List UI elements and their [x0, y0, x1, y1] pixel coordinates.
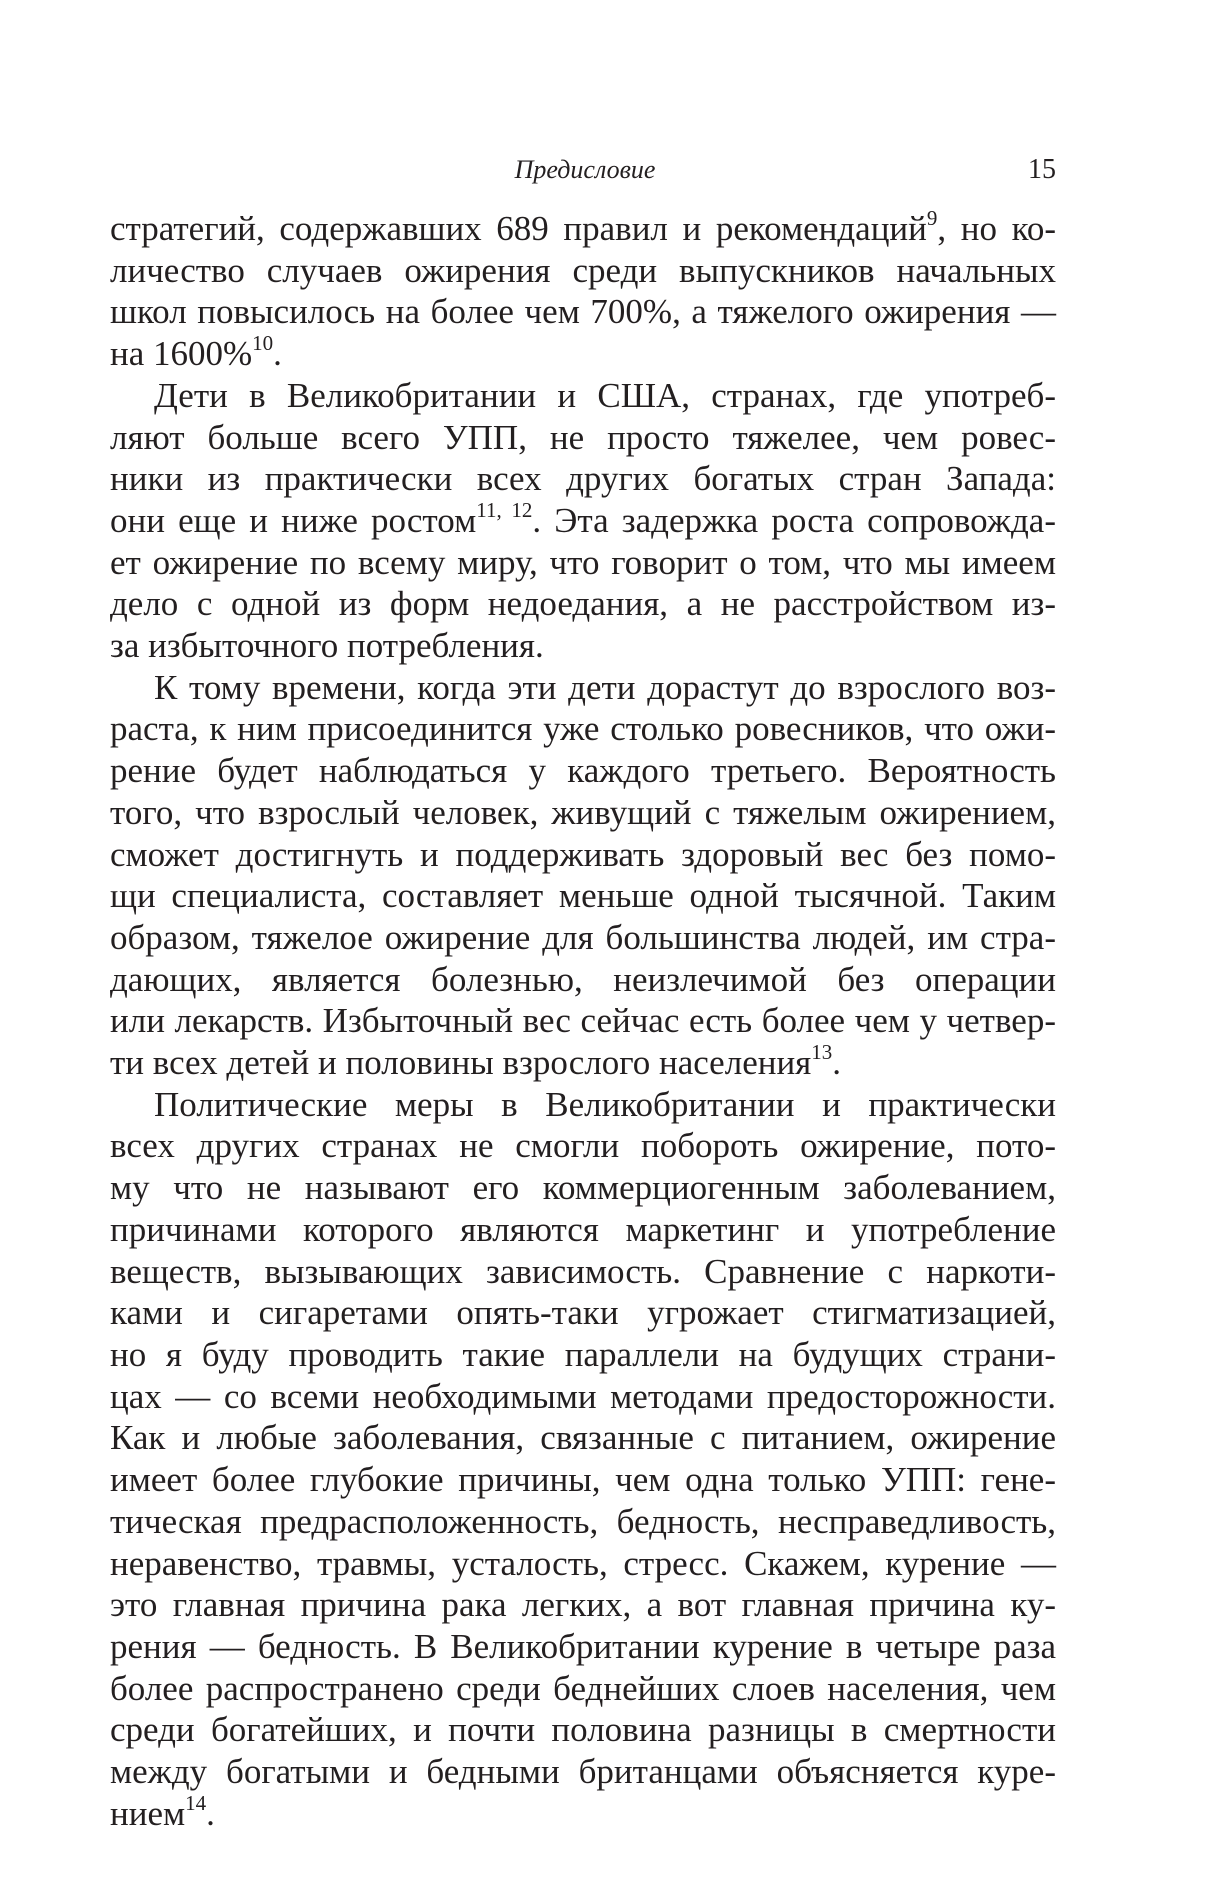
- text-line: [110, 875, 1056, 917]
- line-text: веществ, вызывающих зависимость. Сравнение с наркоти-: [110, 1251, 1056, 1291]
- text-line: [110, 1417, 1056, 1459]
- paragraph: [110, 1084, 1056, 1835]
- text-line: [110, 250, 1056, 292]
- text-line: [110, 458, 1056, 500]
- line-text: Дети в Великобритании и США, странах, где употреб-: [154, 375, 1056, 415]
- line-text: рения — бедность. В Великобритании курение в четыре раза: [110, 1626, 1056, 1666]
- text-line: [110, 1376, 1056, 1418]
- line-text: между богатыми и бедными британцами объясняется куре-: [110, 1752, 1056, 1792]
- text-line: [110, 333, 1056, 375]
- text-line: [110, 750, 1056, 792]
- line-text: тическая предрасположенность, бедность, несправедливость,: [110, 1501, 1056, 1541]
- text-line: [110, 1790, 1056, 1835]
- text-line: [110, 1584, 1056, 1626]
- line-text: личество случаев ожирения среди выпускников начальных: [110, 250, 1056, 290]
- text-line: [110, 583, 1056, 625]
- paragraph: [110, 375, 1056, 667]
- line-text: они еще и ниже ростом: [110, 500, 477, 540]
- text-line: [110, 1292, 1056, 1334]
- page-number: 15: [1028, 154, 1056, 185]
- text-line: [110, 1459, 1056, 1501]
- chapter-title: Предисловие: [514, 155, 656, 184]
- line-text: щи специалиста, составляет меньше одной тысячной. Таким: [110, 876, 1056, 916]
- line-text-tail: .: [273, 334, 282, 374]
- line-text: Как и любые заболевания, связанные с питанием, ожирение: [110, 1418, 1056, 1458]
- footnote-reference[interactable]: 10: [252, 331, 274, 356]
- line-text: дело с одной из форм недоедания, а не расстройством из-: [110, 584, 1056, 624]
- line-text-tail: . Эта задержка роста сопровожда-: [532, 500, 1056, 540]
- text-line: [110, 1042, 1056, 1084]
- line-text: стратегий, содержавших 689 правил и рекомендаций: [110, 209, 927, 248]
- line-text: цах — со всеми необходимыми методами предосторожности.: [110, 1376, 1056, 1416]
- line-text: или лекарств. Избыточный вес сейчас есть более чем у четвер-: [110, 1001, 1056, 1041]
- line-text: того, что взрослый человек, живущий с тяжелым ожирением,: [110, 792, 1056, 832]
- line-text: неравенство, травмы, усталость, стресс. Скажем, курение —: [110, 1543, 1056, 1583]
- text-line: [110, 959, 1056, 1001]
- line-text: образом, тяжелое ожирение для большинства людей, им стра-: [110, 917, 1056, 957]
- footnote-reference[interactable]: 9: [926, 206, 938, 230]
- text-line: [110, 708, 1056, 750]
- line-text: более распространено среди беднейших слоев населения, чем: [110, 1668, 1056, 1708]
- text-line: [110, 1084, 1056, 1126]
- line-text: это главная причина рака легких, а вот главная причина ку-: [110, 1585, 1056, 1625]
- footnote-reference[interactable]: 11, 12: [476, 497, 533, 522]
- text-line: [110, 1209, 1056, 1251]
- text-line: [110, 208, 1056, 250]
- line-text: ками и сигаретами опять-таки угрожает стигматизацией,: [110, 1293, 1056, 1333]
- footnote-reference[interactable]: 13: [811, 1040, 833, 1065]
- text-line: [110, 1543, 1056, 1585]
- line-text: школ повысилось на более чем 700%, а тяжелого ожирения —: [110, 292, 1056, 332]
- text-line: [110, 1709, 1056, 1751]
- line-text: Политические меры в Великобритании и практически: [154, 1084, 1056, 1124]
- paragraph: [110, 208, 1056, 375]
- text-line: [110, 375, 1056, 417]
- line-text-tail: .: [206, 1793, 215, 1833]
- text-line: [110, 1751, 1056, 1793]
- line-text: имеет более глубокие причины, чем одна только УПП: гене-: [110, 1460, 1056, 1500]
- line-text: ет ожирение по всему миру, что говорит о том, что мы имеем: [110, 542, 1056, 582]
- text-line: [110, 1251, 1056, 1293]
- line-text-tail: , но ко-: [937, 209, 1056, 248]
- line-text: дающих, является болезнью, неизлечимой без операции: [110, 959, 1056, 999]
- main-text: [110, 208, 1056, 1834]
- line-text: на 1600%: [110, 334, 253, 374]
- text-line: [110, 1167, 1056, 1209]
- text-line: [110, 1000, 1056, 1042]
- line-text: причинами которого являются маркетинг и употребление: [110, 1209, 1056, 1249]
- line-text: за избыточного потребления.: [110, 626, 544, 666]
- text-line: [110, 1125, 1056, 1167]
- line-text: ники из практически всех других богатых стран Запада:: [110, 459, 1056, 499]
- line-text: всех других странах не смогли побороть ожирение, пото-: [110, 1126, 1056, 1166]
- text-line: [110, 667, 1056, 709]
- text-line: [110, 1668, 1056, 1710]
- paragraph: [110, 667, 1056, 1084]
- line-text: ти всех детей и половины взрослого населения: [110, 1043, 812, 1083]
- line-text: среди богатейших, и почти половина разницы в смертности: [110, 1710, 1056, 1750]
- line-text: К тому времени, когда эти дети дорастут до взрослого воз-: [154, 667, 1056, 707]
- line-text: но я буду проводить такие параллели на будущих страни-: [110, 1334, 1056, 1374]
- text-line: [110, 542, 1056, 584]
- footnote-reference[interactable]: 14: [185, 1790, 207, 1815]
- text-line: [110, 1334, 1056, 1376]
- line-text: нием: [110, 1793, 186, 1833]
- text-line: [110, 917, 1056, 959]
- line-text: рение будет наблюдаться у каждого третьего. Вероятность: [110, 751, 1056, 791]
- text-line: [110, 497, 1056, 542]
- text-line: [110, 417, 1056, 459]
- running-header: [0, 152, 1216, 188]
- text-line: [110, 1501, 1056, 1543]
- line-text: му что не называют его коммерциогенным заболеванием,: [110, 1168, 1056, 1208]
- line-text: сможет достигнуть и поддерживать здоровый вес без помо-: [110, 834, 1056, 874]
- line-text: раста, к ним присоединится уже столько ровесников, что ожи-: [110, 709, 1056, 749]
- text-line: [110, 1626, 1056, 1668]
- line-text: ляют больше всего УПП, не просто тяжелее, чем ровес-: [110, 417, 1056, 457]
- line-text-tail: .: [832, 1043, 842, 1083]
- text-line: [110, 792, 1056, 834]
- text-line: [110, 625, 1056, 667]
- text-line: [110, 834, 1056, 876]
- text-line: [110, 291, 1056, 333]
